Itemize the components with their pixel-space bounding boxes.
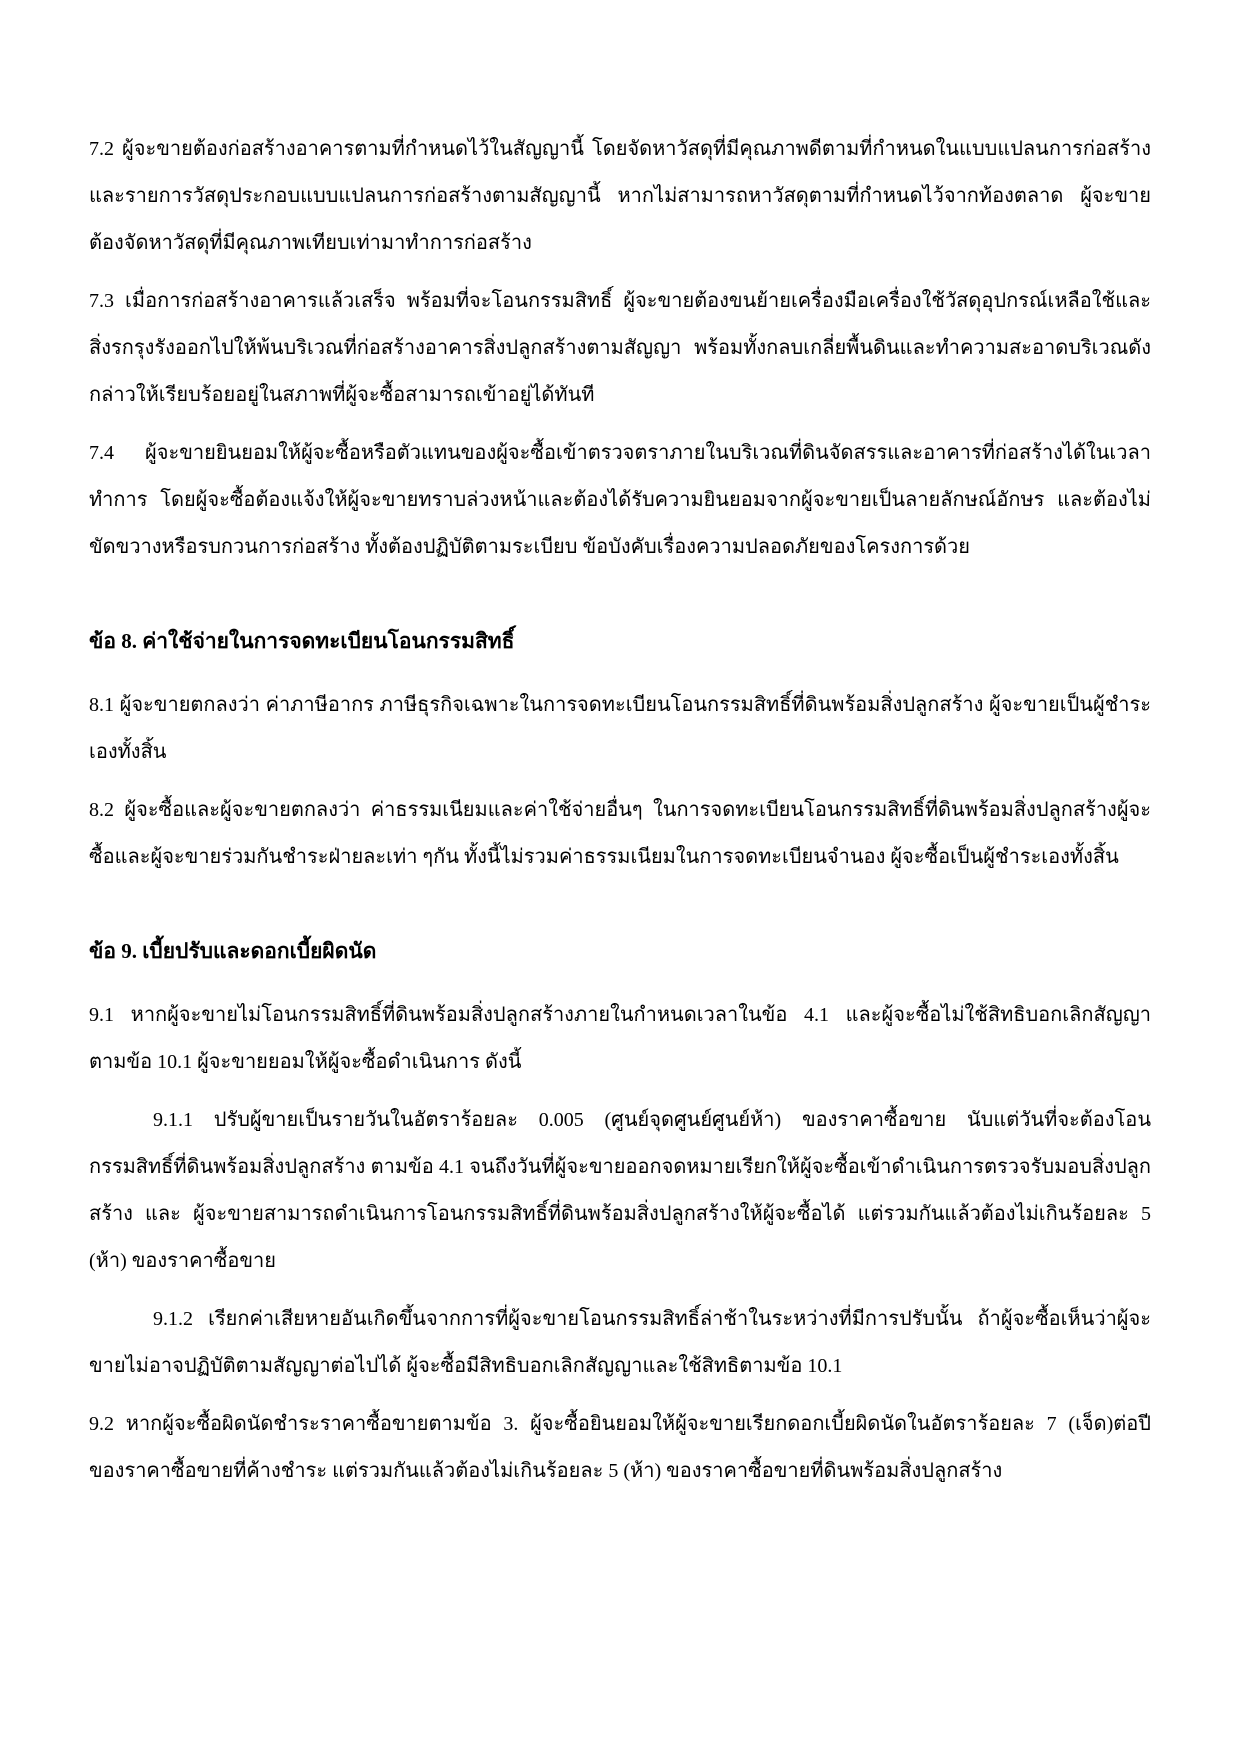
clause-9-1-2: 9.1.2 เรียกค่าเสียหายอันเกิดขึ้นจากการที่ผู้จะขายโอนกรรมสิทธิ์ล่าช้าในระหว่างที่มีการปรับนั้น ถ้าผู้จะซื้อเห็นว่าผู้จะขายไม่อาจปฏิบัติตามสัญญาต่อไปได้ ผู้จะซื้อมีสิทธิบอกเลิกสัญญาและใช้สิทธิตามข้อ 10.1 [89, 1308, 1151, 1377]
clause-7-3: 7.3 เมื่อการก่อสร้างอาคารแล้วเสร็จ พร้อมที่จะโอนกรรมสิทธิ์ ผู้จะขายต้องขนย้ายเครื่องมือเครื่องใช้วัสดุอุปกรณ์เหลือใช้และสิ่งรกรุงรังออกไปให้พ้นบริเวณที่ก่อสร้างอาคารสิ่งปลูกสร้างตามสัญญา พร้อมทั้งกลบเกลี่ยพื้นดินและทำความสะอาดบริเวณดังกล่าวให้เรียบร้อยอยู่ในสภาพที่ผู้จะซื้อสามารถเข้าอยู่ได้ทันที [89, 290, 1151, 406]
section-8-heading: ข้อ 8. ค่าใช้จ่ายในการจดทะเบียนโอนกรรมสิทธิ์ [89, 629, 515, 653]
clause-7-4: 7.4 ผู้จะขายยินยอมให้ผู้จะซื้อหรือตัวแทนของผู้จะซื้อเข้าตรวจตราภายในบริเวณที่ดินจัดสรรและอาคารที่ก่อสร้างได้ในเวลาทำการ โดยผู้จะซื้อต้องแจ้งให้ผู้จะขายทราบล่วงหน้าและต้องได้รับความยินยอมจากผู้จะขายเป็นลายลักษณ์อักษร และต้องไม่ขัดขวางหรือรบกวนการก่อสร้าง ทั้งต้องปฏิบัติตามระเบียบ ข้อบังคับเรื่องความปลอดภัยของโครงการด้วย [89, 442, 1151, 558]
clause-7-2: 7.2 ผู้จะขายต้องก่อสร้างอาคารตามที่กำหนดไว้ในสัญญานี้ โดยจัดหาวัสดุที่มีคุณภาพดีตามที่กำหนดในแบบแปลนการก่อสร้างและรายการวัสดุประกอบแบบแปลนการก่อสร้างตามสัญญานี้ หากไม่สามารถหาวัสดุตามที่กำหนดไว้จากท้องตลาด ผู้จะขายต้องจัดหาวัสดุที่มีคุณภาพเทียบเท่ามาทำการก่อสร้าง [89, 138, 1151, 254]
clause-8-2: 8.2 ผู้จะซื้อและผู้จะขายตกลงว่า ค่าธรรมเนียมและค่าใช้จ่ายอื่นๆ ในการจดทะเบียนโอนกรรมสิทธิ์ที่ดินพร้อมสิ่งปลูกสร้างผู้จะซื้อและผู้จะขายร่วมกันชำระฝ่ายละเท่า ๆกัน ทั้งนี้ไม่รวมค่าธรรมเนียมในการจดทะเบียนจำนอง ผู้จะซื้อเป็นผู้ชำระเองทั้งสิ้น [89, 799, 1151, 868]
clause-8-1: 8.1 ผู้จะขายตกลงว่า ค่าภาษีอากร ภาษีธุรกิจเฉพาะในการจดทะเบียนโอนกรรมสิทธิ์ที่ดินพร้อมสิ่งปลูกสร้าง ผู้จะขายเป็นผู้ชำระเองทั้งสิ้น [89, 694, 1151, 763]
clause-9-1: 9.1 หากผู้จะขายไม่โอนกรรมสิทธิ์ที่ดินพร้อมสิ่งปลูกสร้างภายในกำหนดเวลาในข้อ 4.1 และผู้จะซื้อไม่ใช้สิทธิบอกเลิกสัญญาตามข้อ 10.1 ผู้จะขายยอมให้ผู้จะซื้อดำเนินการ ดังนี้ [89, 1004, 1151, 1073]
section-9-heading: ข้อ 9. เบี้ยปรับและดอกเบี้ยผิดนัด [89, 939, 377, 963]
clause-9-1-1: 9.1.1 ปรับผู้ขายเป็นรายวันในอัตราร้อยละ 0.005 (ศูนย์จุดศูนย์ศูนย์ห้า) ของราคาซื้อขาย นับแต่วันที่จะต้องโอนกรรมสิทธิ์ที่ดินพร้อมสิ่งปลูกสร้าง ตามข้อ 4.1 จนถึงวันที่ผู้จะขายออกจดหมายเรียกให้ผู้จะซื้อเข้าดำเนินการตรวจรับมอบสิ่งปลูกสร้าง และ ผู้จะขายสามารถดำเนินการโอนกรรมสิทธิ์ที่ดินพร้อมสิ่งปลูกสร้างให้ผู้จะซื้อได้ แต่รวมกันแล้วต้องไม่เกินร้อยละ 5 (ห้า) ของราคาซื้อขาย [89, 1109, 1151, 1272]
clause-9-2: 9.2 หากผู้จะซื้อผิดนัดชำระราคาซื้อขายตามข้อ 3. ผู้จะซื้อยินยอมให้ผู้จะขายเรียกดอกเบี้ยผิดนัดในอัตราร้อยละ 7 (เจ็ด)ต่อปี ของราคาซื้อขายที่ค้างชำระ แต่รวมกันแล้วต้องไม่เกินร้อยละ 5 (ห้า) ของราคาซื้อขายที่ดินพร้อมสิ่งปลูกสร้าง [89, 1413, 1151, 1482]
